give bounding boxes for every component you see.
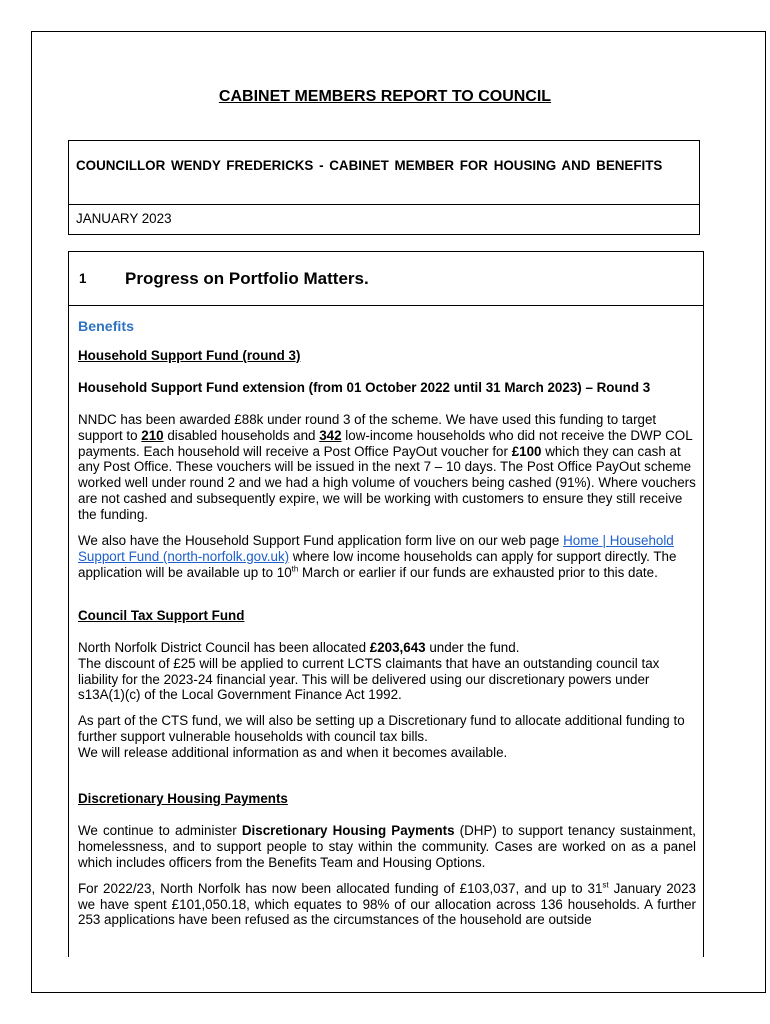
disabled-count: 210 bbox=[141, 427, 164, 443]
cts-paragraph-3: As part of the CTS fund, we will also be setting up a Discretionary fund to allocate additional funding to further support vulnerable households with council tax bills. bbox=[78, 713, 685, 745]
report-date: JANUARY 2023 bbox=[76, 211, 172, 226]
hsf-heading: Household Support Fund (round 3) bbox=[78, 347, 301, 363]
low-income-count: 342 bbox=[319, 427, 342, 443]
section-content bbox=[69, 306, 703, 928]
cts-amount: £203,643 bbox=[369, 639, 426, 655]
hsf-application-paragraph: We also have the Household Support Fund application form live on our web page Home | Household Support Fund (north-norfolk.gov.uk) where low income households can apply for support directly. The application will be available up to 10th March or earlier if our funds are exhausted prior to this date. bbox=[78, 533, 677, 580]
hsf-paragraph: NNDC has been awarded £88k under round 3 of the scheme. We have used this funding to target support to 210 disabled households and 342 low-income households who did not receive the DWP COL payments. Each household will receive a Post Office PayOut voucher for £100 which they can cash at any Post Office. These vouchers will be issued in the next 7 – 10 days. The Post Office PayOut scheme worked well under round 2 and we had a high volume of vouchers being cashed (91%). Where vouchers are not cashed and subsequently expire, we will be working with customers to ensure they still receive the funding. bbox=[78, 411, 696, 523]
benefits-heading: Benefits bbox=[78, 319, 134, 335]
section-box bbox=[68, 251, 704, 957]
cts-paragraph-4: We will release additional information as and when it becomes available. bbox=[78, 745, 508, 761]
section-header bbox=[69, 252, 703, 306]
section-title: Progress on Portfolio Matters. bbox=[125, 268, 369, 288]
cts-paragraph-2: The discount of £25 will be applied to current LCTS claimants that have an outstanding council tax liability for the 2023-24 financial year. This will be delivered using our discretionary powers under s13A(1)(c) of the Local Government Finance Act 1992. bbox=[78, 655, 660, 703]
section-number: 1 bbox=[79, 271, 87, 286]
dhp-term: Discretionary Housing Payments bbox=[241, 822, 455, 838]
dhp-paragraph-1: We continue to administer Discretionary Housing Payments (DHP) to support tenancy sustainment, homelessness, and to support people to stay within the community. Cases are worked on as a panel which includes officers from the Benefits Team and Housing Options. bbox=[78, 822, 696, 870]
dhp-paragraph-2: For 2022/23, North Norfolk has now been allocated funding of £103,037, and up to 31st January 2023 we have spent £101,050.18, which equates to 98% of our allocation across 136 households. A further 253 applications have been refused as the circumstances of the household are outside bbox=[78, 880, 696, 928]
dhp-heading: Discretionary Housing Payments bbox=[78, 791, 288, 807]
councillor-name: COUNCILLOR WENDY FREDERICKS - CABINET MEMBER FOR HOUSING AND BENEFITS bbox=[69, 141, 699, 205]
hsf-extension-heading: Household Support Fund extension (from 01 October 2022 until 31 March 2023) – Round 3 bbox=[78, 379, 651, 395]
hsf-web-link[interactable]: Home | Household Support Fund (north-norfolk.gov.uk) bbox=[78, 533, 674, 564]
voucher-amount: £100 bbox=[511, 443, 542, 459]
cts-heading: Council Tax Support Fund bbox=[78, 607, 245, 623]
report-info-box bbox=[68, 140, 700, 235]
cts-paragraph-1: North Norfolk District Council has been allocated £203,643 under the fund. bbox=[78, 639, 520, 655]
report-title: CABINET MEMBERS REPORT TO COUNCIL bbox=[218, 88, 552, 105]
